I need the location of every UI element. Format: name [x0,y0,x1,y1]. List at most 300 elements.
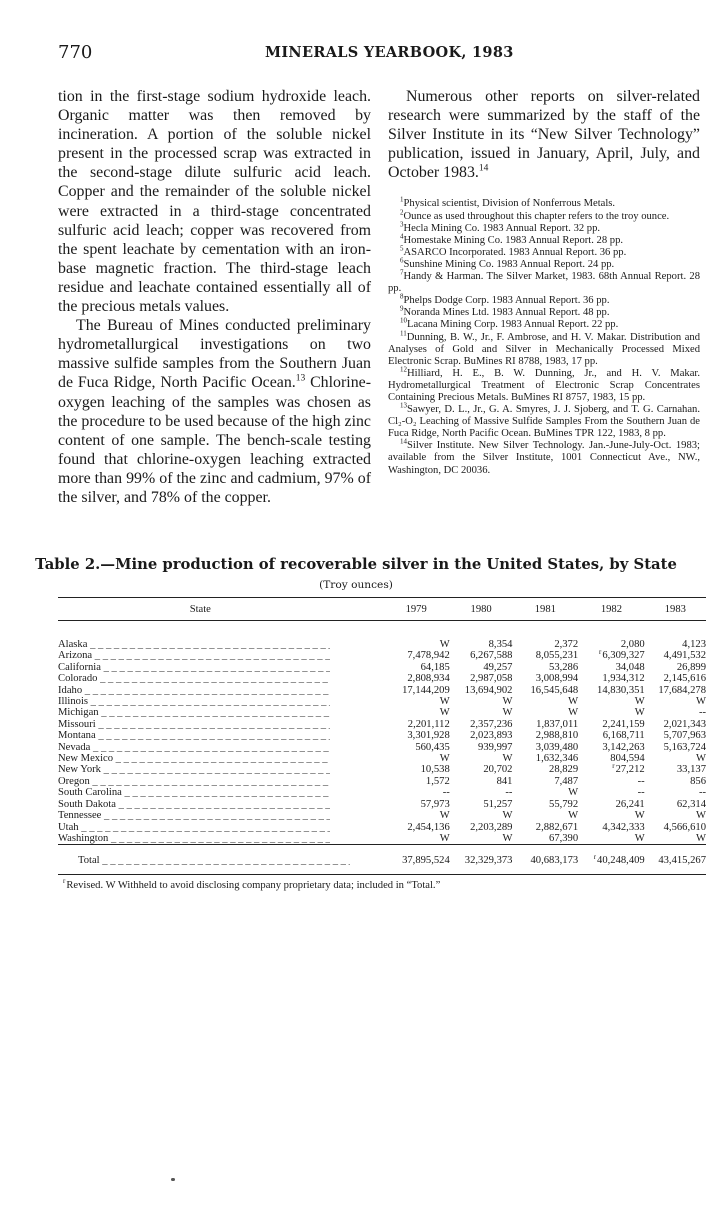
cell-value: W [696,753,706,765]
footnote-number: 6 [400,256,404,265]
value-cell [450,696,513,707]
paragraph-bureau-of-mines [58,316,371,507]
column-header-1982: 1982 [578,598,645,621]
footnote-number: 11 [400,328,407,337]
footnote-number: 12 [400,365,407,374]
value-cell [578,621,645,651]
state-cell [58,685,383,696]
value-cell [383,764,450,775]
table-title: Table 2.—Mine production of recoverable silver in the United States, by State [35,556,677,573]
cell-value: 51,257 [483,798,513,810]
right-column [388,87,700,477]
cell-value: 3,039,480 [535,741,579,753]
cell-value: 7,478,942 [407,650,450,662]
value-cell [450,685,513,696]
state-cell [58,810,383,821]
value-cell [383,696,450,707]
value-cell [450,822,513,833]
footnote [388,316,700,331]
value-cell [578,696,645,707]
cell-value: W [568,810,579,822]
table-body [58,621,706,875]
state-cell [58,707,383,718]
cell-value: 43,415,267 [658,855,706,867]
cell-value: 6,267,588 [470,650,513,662]
value-cell [578,647,645,662]
cell-value: W [502,696,513,708]
cell-value: W [439,810,450,822]
state-name: Alaska _ _ _ [58,639,330,650]
value-cell [383,707,450,718]
footnote-text: Hecla Mining Co. 1983 Annual Report. 32 pp. [403,222,601,234]
footnote-number: 9 [400,304,404,313]
value-cell [645,719,706,730]
footnote-text: Dunning, B. W., Jr., F. Ambrose, and H. V. Makar. Distribution and Analyses of Gold and Silver in Mechanically Processed Mixed Electronic Scrap. BuMines RI 8788, 1983, 17 pp. [388,331,700,367]
state-cell [58,764,383,775]
revised-mark: r [63,877,66,886]
state-cell [58,673,383,684]
cell-value: 26,899 [676,661,706,673]
footnote-text: Handy & Harman. The Silver Market, 1983. 68th Annual Report. 28 pp. [388,271,700,295]
value-cell [383,799,450,810]
footnote-number: 5 [400,244,404,253]
value-cell [578,707,645,718]
table-row [58,753,706,764]
footnote [388,401,700,440]
column-header-state: State [58,598,383,621]
cell-value: 3,301,928 [407,730,450,742]
value-cell [645,810,706,821]
value-cell [383,662,450,673]
table-row [58,650,706,661]
cell-value: W [439,707,450,719]
footnote-text: Ounce as used throughout this chapter refers to the troy ounce. [403,210,670,222]
state-name: New Mexico _ _ _ [58,753,330,764]
state-cell [58,742,383,753]
cell-value: 2,021,343 [663,718,706,730]
paragraph-bureau-text-a: The Bureau of Mines conducted preliminary hydrometallurgical investigations on two massive sulfide samples from the Southern Juan de Fuca Ridge, North Pacific Ocean. [58,317,371,392]
value-cell [450,753,513,764]
footnote [388,365,700,404]
cell-value: 55,792 [549,798,579,810]
cell-value: -- [698,707,706,719]
value-cell [578,822,645,833]
state-name: Colorado _ _ _ [58,673,330,684]
state-name: California _ _ _ [58,662,330,673]
value-cell [645,833,706,845]
value-cell [512,621,578,651]
cell-value: 8,055,231 [535,650,579,662]
value-cell [383,753,450,764]
value-cell [645,621,706,651]
page-number: 770 [58,42,93,63]
cell-value: W [439,696,450,708]
scan-speck [171,1178,175,1181]
cell-value: 28,829 [549,764,579,776]
cell-value: W [439,832,450,844]
footnote-text: Homestake Mining Co. 1983 Annual Report. 28 pp. [403,234,624,246]
value-cell [383,719,450,730]
footnote [388,437,700,476]
cell-value: 40,248,409 [597,855,645,867]
value-cell [383,787,450,798]
table-row [58,822,706,833]
value-cell [645,764,706,775]
footnote-text: Phelps Dodge Corp. 1983 Annual Report. 36 pp. [403,295,610,307]
value-cell [578,833,645,845]
value-cell [512,799,578,810]
footnote-text: Sawyer, D. L., Jr., G. A. Smyres, J. J. Sjoberg, and T. G. Carnahan. Cl₂-O₂ Leaching of Massive Sulfide Samples From the Southern Juan de Fuca Ridge, North Pacific Ocean. BuMines TPR 122, 1983, 8 pp. [388,404,700,440]
cell-value: 2,203,289 [470,821,513,833]
cell-value: 4,342,333 [602,821,645,833]
value-cell [383,673,450,684]
cell-value: 841 [496,775,513,787]
value-cell [450,673,513,684]
state-name: Michigan _ _ _ [58,707,330,718]
footnote-number: 1 [400,195,404,204]
footnote-number: 10 [400,316,407,325]
paragraph-leach-process: tion in the first-stage sodium hydroxide leach. Organic matter was then removed by incineration. A portion of the soluble nickel present in the processed scrap was extracted in the second-stage dilute sulfuric acid leach. Copper and the remainder of the soluble nickel were extracted in a third-stage concentrated sulfuric acid leach; copper was recovered from the spent leachate by cementation with an iron-base magnetic fraction. The third-stage leach residue and leachate contained essentially all of the precious metals values. [58,88,371,316]
cell-value: 7,487 [554,775,579,787]
value-cell [512,845,578,874]
value-cell [512,810,578,821]
footnote-number: 8 [400,292,404,301]
value-cell [450,621,513,651]
cell-value: 6,309,327 [602,650,645,662]
state-name: Washington _ _ _ [58,833,330,844]
cell-value: 2,201,112 [407,718,450,730]
value-cell [578,685,645,696]
state-cell [58,787,383,798]
cell-value: 20,702 [483,764,513,776]
cell-value: 49,257 [483,661,513,673]
value-cell [578,719,645,730]
left-column [58,87,371,507]
footnote-text: Lacana Mining Corp. 1983 Annual Report. 22 pp. [407,319,619,331]
value-cell [512,719,578,730]
cell-value: -- [637,787,645,799]
value-cell [383,621,450,651]
value-cell [645,776,706,787]
value-cell [578,799,645,810]
cell-value: 1,572 [425,775,450,787]
state-name: Oregon _ _ _ [58,776,330,787]
footnote-number: 7 [400,268,404,277]
value-cell [450,730,513,741]
cell-value: W [502,753,513,765]
cell-value: 2,357,236 [470,718,513,730]
table-row [58,833,706,845]
cell-value: 4,123 [682,639,706,650]
value-cell [383,845,450,874]
state-cell [58,822,383,833]
value-cell [512,730,578,741]
value-cell [383,810,450,821]
cell-value: 2,808,934 [407,673,450,685]
footnote-text: Hilliard, H. E., B. W. Dunning, Jr., and H. V. Makar. Hydrometallurgical Treatment of Electronic Scrap Concentrates Containing Precious Metals. BuMines RI 8757, 1983, 15 pp. [388,367,700,403]
value-cell [383,685,450,696]
state-name: South Dakota _ _ _ [58,799,330,810]
cell-value: W [439,639,450,650]
value-cell [383,742,450,753]
state-cell [58,730,383,741]
value-cell [578,730,645,741]
cell-value: 40,683,173 [530,855,579,867]
cell-value: W [568,707,579,719]
cell-value: W [502,707,513,719]
cell-value: 8,354 [488,639,513,650]
value-cell [450,662,513,673]
footnote-number: 13 [400,401,407,410]
table-note-text: Revised. W Withheld to avoid disclosing company proprietary data; included in “Total.” [66,880,441,891]
value-cell [512,673,578,684]
cell-value: 14,830,351 [597,684,645,696]
value-cell [645,673,706,684]
value-cell [450,742,513,753]
value-cell [512,696,578,707]
state-cell [58,621,383,651]
value-cell [383,730,450,741]
cell-value: 64,185 [420,661,450,673]
cell-value: 32,329,373 [464,855,513,867]
table-subtitle: (Troy ounces) [319,579,393,591]
footnote-text: Noranda Mines Ltd. 1983 Annual Report. 48 pp. [403,307,610,319]
cell-value: 17,144,209 [402,684,450,696]
cell-value: 856 [690,775,706,787]
cell-value: 5,707,963 [663,730,706,742]
table-note [63,877,441,891]
cell-value: W [634,810,645,822]
value-cell [512,753,578,764]
value-cell [383,776,450,787]
footnote [388,220,700,235]
paragraph-silver-institute-text: Numerous other reports on silver-related research were summarized by the staff of the Silver Institute in its “New Silver Technology” publication, issued in January, April, July, and October 1983. [388,88,700,182]
cell-value: W [439,753,450,765]
cell-value: W [634,696,645,708]
table-row [58,787,706,798]
footnote [388,195,700,210]
footnote-number: 14 [400,437,407,446]
cell-value: 4,566,610 [663,821,706,833]
table-row [58,730,706,741]
footnote-ref-13: 13 [295,374,306,385]
cell-value: 1,837,011 [536,718,579,730]
footnote [388,244,700,259]
cell-value: W [696,832,706,844]
value-cell [578,761,645,776]
table-row [58,621,706,651]
column-header-1979: 1979 [383,598,450,621]
table-row [58,799,706,810]
value-cell [578,776,645,787]
state-cell [58,799,383,810]
cell-value: 1,632,346 [535,753,579,765]
cell-value: 3,008,994 [535,673,579,685]
cell-value: W [502,832,513,844]
cell-value: 34,048 [615,661,645,673]
table-row [58,673,706,684]
value-cell [578,742,645,753]
revised-mark: r [612,761,615,770]
footnote [388,208,700,223]
state-name: Total _ _ _ [78,855,350,866]
cell-value: 2,023,893 [470,730,513,742]
cell-value: W [568,787,579,799]
value-cell [512,707,578,718]
cell-value: 2,988,810 [535,730,579,742]
state-cell [58,696,383,707]
footnote-ref-14: 14 [478,164,489,175]
footnote-number: 3 [400,220,404,229]
footnote [388,292,700,307]
cell-value: 2,080 [620,639,645,650]
value-cell [578,845,645,874]
value-cell [645,707,706,718]
table-row [58,662,706,673]
state-name: Idaho _ _ _ [58,685,330,696]
cell-value: 27,212 [615,764,645,776]
table-row [58,810,706,821]
column-header-1981: 1981 [512,598,578,621]
state-cell [58,719,383,730]
value-cell [645,662,706,673]
state-name: South Carolina _ _ _ [58,787,330,798]
footnotes [388,195,700,476]
cell-value: 2,454,136 [407,821,450,833]
state-cell [58,833,383,845]
footnote-text: Sunshine Mining Co. 1983 Annual Report. 24 pp. [403,258,615,270]
revised-mark: r [598,647,602,656]
value-cell [450,799,513,810]
value-cell [512,685,578,696]
total-row [58,845,706,874]
cell-value: -- [505,787,513,799]
cell-value: 4,491,532 [663,650,706,662]
footnote [388,232,700,247]
cell-value: 2,145,616 [663,673,706,685]
table-row [58,776,706,787]
state-cell [58,776,383,787]
value-cell [645,753,706,764]
value-cell [578,662,645,673]
value-cell [645,787,706,798]
value-cell [383,833,450,845]
value-cell [450,719,513,730]
footnote-number: 2 [400,208,404,217]
cell-value: 53,286 [549,661,579,673]
state-name: Utah _ _ _ [58,822,330,833]
value-cell [512,662,578,673]
value-cell [645,845,706,874]
cell-value: 6,168,711 [602,730,645,742]
value-cell [512,650,578,661]
value-cell [578,787,645,798]
cell-value: 16,545,648 [530,684,579,696]
table-row [58,685,706,696]
state-cell [58,662,383,673]
value-cell [645,742,706,753]
value-cell [512,787,578,798]
value-cell [450,707,513,718]
cell-value: W [568,696,579,708]
value-cell [383,650,450,661]
value-cell [512,776,578,787]
value-cell [450,776,513,787]
cell-value: 560,435 [415,741,450,753]
cell-value: 10,538 [420,764,450,776]
cell-value: W [634,707,645,719]
cell-value: -- [442,787,450,799]
state-name: Tennessee _ _ _ [58,810,330,821]
value-cell [645,685,706,696]
state-cell [58,753,383,764]
state-name: Illinois _ _ _ [58,696,330,707]
cell-value: 13,694,902 [464,684,513,696]
column-header-1980: 1980 [450,598,513,621]
paragraph-silver-institute [388,87,700,182]
cell-value: W [696,696,706,708]
cell-value: 5,163,724 [663,741,706,753]
state-cell [58,650,383,661]
cell-value: 2,241,159 [602,718,645,730]
cell-value: 26,241 [615,798,645,810]
footnote [388,268,700,295]
value-cell [645,822,706,833]
cell-value: 2,987,058 [470,673,513,685]
state-name: Nevada _ _ _ [58,742,330,753]
cell-value: 17,684,278 [658,684,706,696]
cell-value: 33,137 [676,764,706,776]
value-cell [450,810,513,821]
footnote [388,304,700,319]
state-name: Arizona _ _ _ [58,650,330,661]
footnote-text: Silver Institute. New Silver Technology. Jan.-June-July-Oct. 1983; available from the Silver Institute, 1001 Connecticut Ave., NW., Washington, DC 20036. [388,440,700,476]
table-row [58,719,706,730]
footnote [388,256,700,271]
footnote [388,328,700,368]
cell-value: 67,390 [549,832,579,844]
cell-value: W [634,832,645,844]
value-cell [450,833,513,845]
silver-production-table [58,597,706,875]
value-cell [645,799,706,810]
footnote-number: 4 [400,232,404,241]
state-name: New York _ _ _ [58,764,330,775]
revised-mark: r [593,852,597,861]
running-title: MINERALS YEARBOOK, 1983 [265,44,514,61]
value-cell [578,673,645,684]
state-name: Montana _ _ _ [58,730,330,741]
table-row [58,764,706,775]
table-header-row [58,598,706,621]
value-cell [512,822,578,833]
value-cell [383,822,450,833]
cell-value: 62,314 [676,798,706,810]
footnote-text: Physical scientist, Division of Nonferrous Metals. [403,198,616,210]
value-cell [450,787,513,798]
cell-value: 3,142,263 [602,741,645,753]
value-cell [450,845,513,874]
value-cell [645,730,706,741]
cell-value: 2,372 [554,639,579,650]
state-name: Missouri _ _ _ [58,719,330,730]
table-row [58,707,706,718]
cell-value: 939,997 [478,741,513,753]
value-cell [450,764,513,775]
table-row [58,742,706,753]
value-cell [645,650,706,661]
state-cell [58,845,383,874]
